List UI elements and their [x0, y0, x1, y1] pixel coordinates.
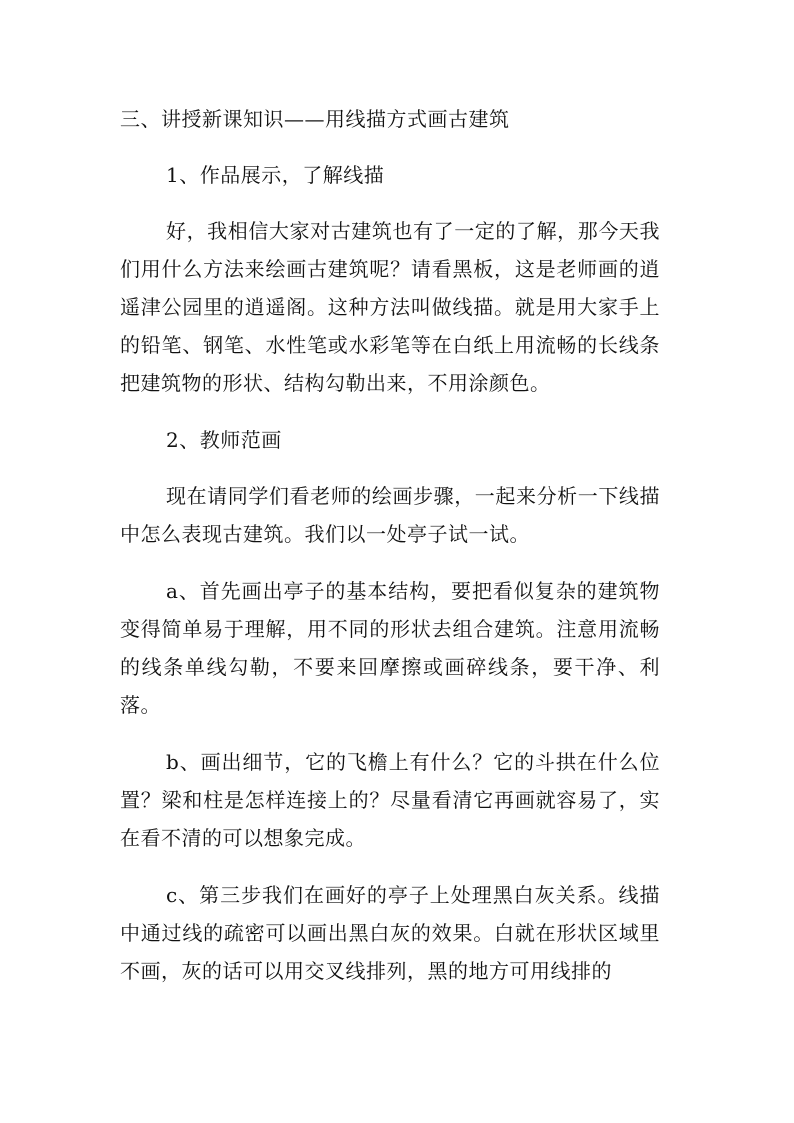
- paragraph-1: 好，我相信大家对古建筑也有了一定的了解，那今天我们用什么方法来绘画古建筑呢？请看黑板，这是老师画的逍遥津公园里的逍遥阁。这种方法叫做线描。就是用大家手上的铅笔、钢笔、水性笔或水彩笔等在白纸上用流畅的长线条把建筑物的形状、结构勾勒出来，不用涂颜色。: [120, 219, 660, 395]
- step-a-paragraph: a、首先画出亭子的基本结构，要把看似复杂的建筑物变得简单易于理解，用不同的形状去组合建筑。注意用流畅的线条单线勾勒，不要来回摩擦或画碎线条，要干净、利落。: [120, 579, 660, 717]
- step-b-paragraph: b、画出细节，它的飞檐上有什么？它的斗拱在什么位置？梁和柱是怎样连接上的？尽量看清它再画就容易了，实在看不清的可以想象完成。: [120, 750, 660, 850]
- step-c-paragraph: c、第三步我们在画好的亭子上处理黑白灰关系。线描中通过线的疏密可以画出黑白灰的效果。白就在形状区域里不画，灰的话可以用交叉线排列，黑的地方可用线排的: [120, 883, 660, 983]
- subsection-title-2: 2、教师范画: [166, 428, 282, 452]
- document-body: [120, 100, 660, 1009]
- subsection-title-1: 1、作品展示，了解线描: [166, 163, 385, 187]
- section-title: 三、讲授新课知识——用线描方式画古建筑: [120, 107, 510, 131]
- paragraph-2: 现在请同学们看老师的绘画步骤，一起来分析一下线描中怎么表现古建筑。我们以一处亭子试一试。: [120, 484, 660, 546]
